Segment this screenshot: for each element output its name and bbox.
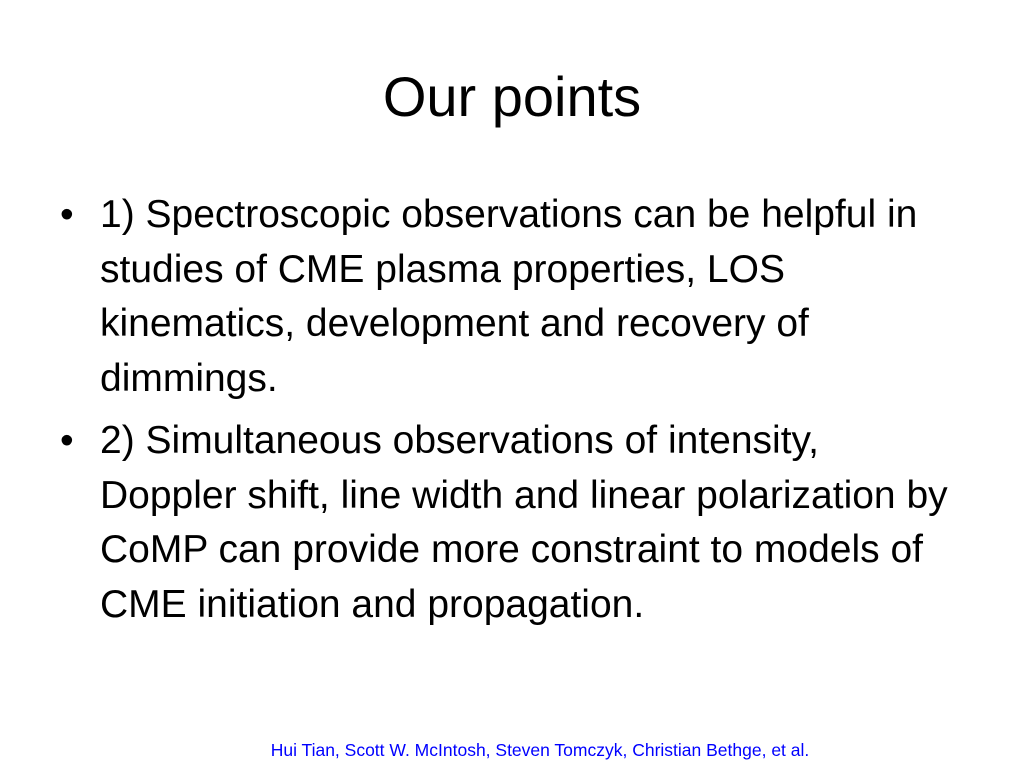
bullet-text: 1) Spectroscopic observations can be helpful in studies of CME plasma properties, LOS kinematics, development and recovery of dimmings. (100, 193, 918, 400)
bullet-item-1 (58, 188, 958, 406)
bullet-marker: • (60, 419, 74, 462)
bullet-list (58, 188, 958, 640)
slide-title: Our points (382, 65, 642, 128)
bullet-item-2 (58, 414, 958, 632)
bullet-marker: • (60, 193, 74, 236)
bullet-text: 2) Simultaneous observations of intensity, Doppler shift, line width and linear polarization by CoMP can provide more constraint to models of CME initiation and propagation. (100, 419, 948, 626)
author-footer: Hui Tian, Scott W. McIntosh, Steven Tomczyk, Christian Bethge, et al. (270, 740, 810, 760)
